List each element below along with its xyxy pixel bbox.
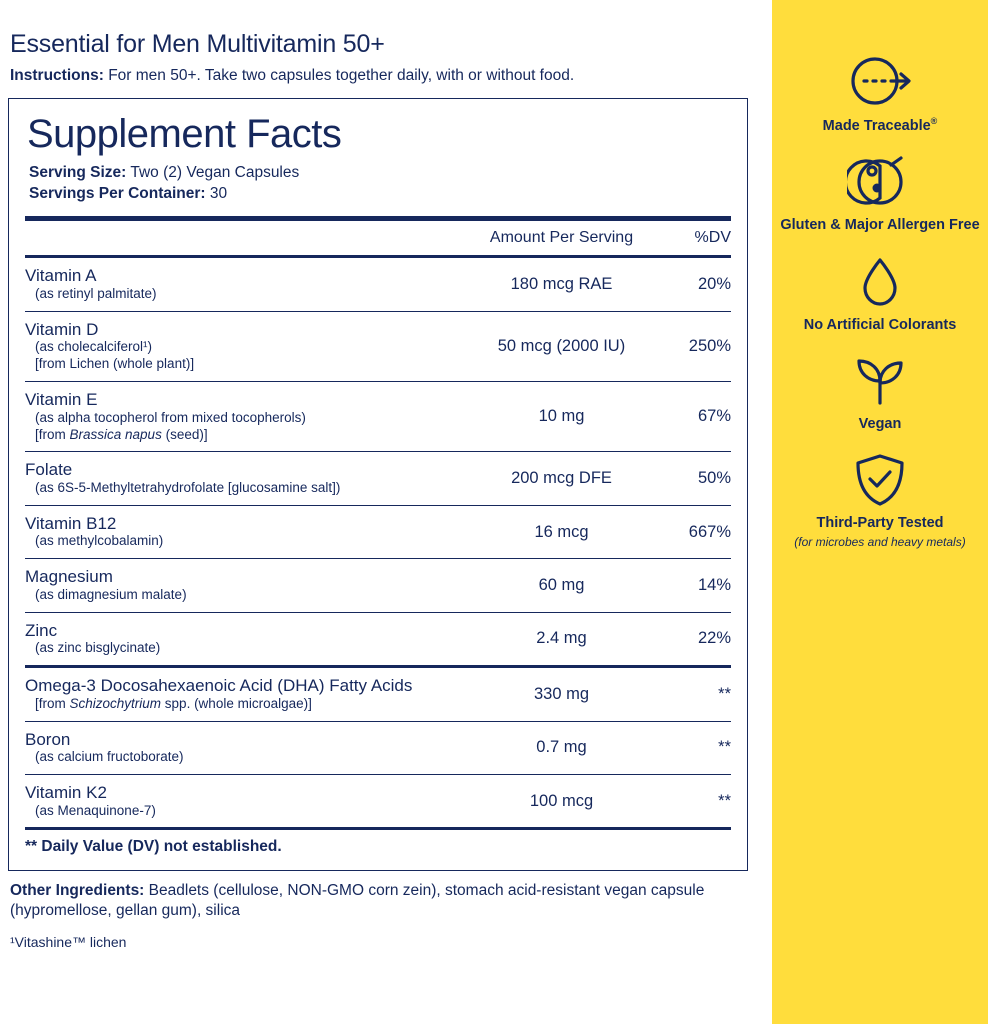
nutrient-amount: 330 mg — [533, 684, 590, 703]
page-title: Essential for Men Multivitamin 50+ — [10, 30, 385, 58]
nutrient-amount: 0.7 mg — [536, 738, 587, 757]
badge-label: Gluten & Major Allergen Free — [780, 217, 980, 234]
traceable-arrow-icon — [772, 52, 988, 110]
supplement-facts-panel — [8, 98, 748, 872]
table-row — [25, 510, 731, 554]
badge-made-traceable — [772, 52, 988, 135]
servings-per-container-label: Servings Per Container: — [29, 184, 206, 202]
nutrient-dv: ** — [718, 738, 731, 757]
other-ingredients-label: Other Ingredients: — [10, 882, 145, 900]
supplement-facts-heading: Supplement Facts — [27, 111, 342, 156]
nutrient-amount: 100 mcg — [529, 791, 594, 810]
servings-per-container-line — [29, 184, 731, 205]
nutrient-amount: 2.4 mg — [536, 629, 587, 648]
registered-mark: ® — [930, 116, 938, 126]
nutrient-amount: 10 mg — [538, 407, 585, 426]
nutrient-name: Vitamin B12 — [25, 513, 117, 533]
nutrient-source: (as methylcobalamin) — [35, 533, 164, 549]
header-spacer — [25, 225, 454, 251]
nutrient-source: (as calcium fructoborate) — [35, 749, 184, 765]
serving-size-value: Two (2) Vegan Capsules — [130, 163, 300, 181]
serving-size-line — [29, 163, 731, 184]
nutrient-cell — [25, 617, 454, 661]
nutrient-name: Boron — [25, 729, 71, 749]
nutrient-cell — [25, 672, 454, 716]
nutrient-dv: ** — [718, 684, 731, 703]
supplement-facts-table — [25, 212, 731, 860]
nutrient-name: Vitamin K2 — [25, 782, 107, 802]
badge-label: Third-Party Tested — [816, 515, 944, 532]
column-header-dv: %DV — [694, 229, 731, 247]
footnote-row — [25, 834, 731, 860]
badge-gluten-allergen-free — [772, 153, 988, 234]
badge-third-party-tested — [772, 451, 988, 549]
nutrient-dv: 14% — [697, 576, 731, 594]
droplet-icon — [772, 253, 988, 311]
nutrient-source: (as dimagnesium malate) — [35, 586, 187, 602]
nutrient-name: Folate — [25, 460, 73, 480]
nutrient-dv: 20% — [697, 275, 731, 294]
nutrient-name: Zinc — [25, 620, 58, 640]
nutrient-name: Vitamin A — [25, 266, 97, 286]
table-row — [25, 672, 731, 716]
table-row — [25, 779, 731, 823]
nutrient-cell — [25, 510, 454, 554]
table-row — [25, 386, 731, 447]
nutrient-source: [from Schizochytrium spp. (whole microalgae)] — [35, 695, 312, 711]
servings-per-container-value: 30 — [209, 184, 228, 202]
table-rule — [25, 501, 731, 510]
nutrient-amount: 16 mcg — [534, 522, 589, 541]
table-row — [25, 726, 731, 770]
table-row — [25, 563, 731, 607]
badge-no-artificial-colorants — [772, 253, 988, 334]
nutrient-source-2: [from Brassica napus (seed)] — [35, 426, 208, 442]
nutrient-source: (as retinyl palmitate) — [35, 285, 157, 301]
nutrient-amount: 180 mcg RAE — [510, 275, 613, 294]
table-rule-header — [25, 251, 731, 262]
vitashine-footnote: ¹Vitashine™ lichen — [10, 934, 127, 951]
badges-sidebar — [772, 0, 988, 1024]
nutrient-cell — [25, 726, 454, 770]
shield-check-icon — [772, 451, 988, 509]
sprout-leaf-icon — [772, 352, 988, 410]
nutrient-amount: 200 mcg DFE — [511, 469, 612, 488]
nutrient-source: (as Menaquinone-7) — [35, 802, 156, 818]
nutrient-name: Vitamin D — [25, 319, 99, 339]
table-rule — [25, 307, 731, 316]
gluten-allergen-free-icon — [772, 153, 988, 211]
dv-footnote: ** Daily Value (DV) not established. — [25, 838, 282, 856]
badge-sublabel: (for microbes and heavy metals) — [794, 534, 966, 549]
nutrient-name: Magnesium — [25, 567, 113, 587]
nutrient-cell — [25, 386, 454, 447]
table-row — [25, 316, 731, 377]
column-header-amount: Amount Per Serving — [489, 229, 634, 247]
table-rule — [25, 717, 731, 726]
instructions-line — [10, 67, 758, 86]
badge-label: Made Traceable® — [822, 116, 938, 134]
table-rule-top — [25, 212, 731, 225]
nutrient-amount: 60 mg — [538, 576, 585, 594]
table-rule — [25, 554, 731, 563]
nutrient-dv: 667% — [688, 522, 731, 541]
nutrient-dv: 50% — [697, 469, 731, 488]
other-ingredients — [10, 881, 710, 920]
table-rule-section — [25, 661, 731, 672]
nutrient-source: (as 6S-5-Methyltetrahydrofolate [glucosamine salt]) — [35, 480, 341, 495]
table-rule-bottom — [25, 823, 731, 834]
table-row — [25, 262, 731, 306]
nutrient-source: (as cholecalciferol¹) — [35, 339, 153, 355]
serving-size-label: Serving Size: — [29, 163, 127, 181]
badge-vegan — [772, 352, 988, 433]
badge-label: Vegan — [858, 416, 902, 432]
nutrient-dv: 22% — [697, 629, 731, 648]
nutrient-cell — [25, 262, 454, 306]
table-row — [25, 617, 731, 661]
nutrient-dv: 250% — [688, 337, 731, 355]
nutrient-dv: 67% — [697, 407, 731, 426]
badge-label: No Artificial Colorants — [803, 316, 957, 333]
nutrient-cell — [25, 563, 454, 607]
table-header-row — [25, 225, 731, 251]
table-rule — [25, 447, 731, 456]
nutrient-name: Vitamin E — [25, 390, 98, 410]
table-rule — [25, 770, 731, 779]
nutrient-cell — [25, 316, 454, 377]
nutrient-cell — [25, 456, 454, 500]
nutrient-source: (as zinc bisglycinate) — [35, 640, 161, 656]
nutrient-amount: 50 mcg (2000 IU) — [497, 337, 626, 355]
table-rule — [25, 608, 731, 617]
nutrient-name: Omega-3 Docosahexaenoic Acid (DHA) Fatty Acids — [25, 676, 413, 696]
other-ingredients-text: Beadlets (cellulose, NON-GMO corn zein), stomach acid-resistant vegan capsule (hypromellose, gellan gum), silica — [10, 882, 705, 919]
nutrient-dv: ** — [718, 791, 731, 810]
table-rule — [25, 377, 731, 386]
nutrient-source-2: [from Lichen (whole plant)] — [35, 356, 195, 372]
instructions-text: For men 50+. Take two capsules together daily, with or without food. — [108, 67, 575, 84]
instructions-label: Instructions: — [10, 67, 104, 84]
nutrient-source: (as alpha tocopherol from mixed tocopherols) — [35, 409, 306, 425]
nutrient-cell — [25, 779, 454, 823]
table-row — [25, 456, 731, 500]
